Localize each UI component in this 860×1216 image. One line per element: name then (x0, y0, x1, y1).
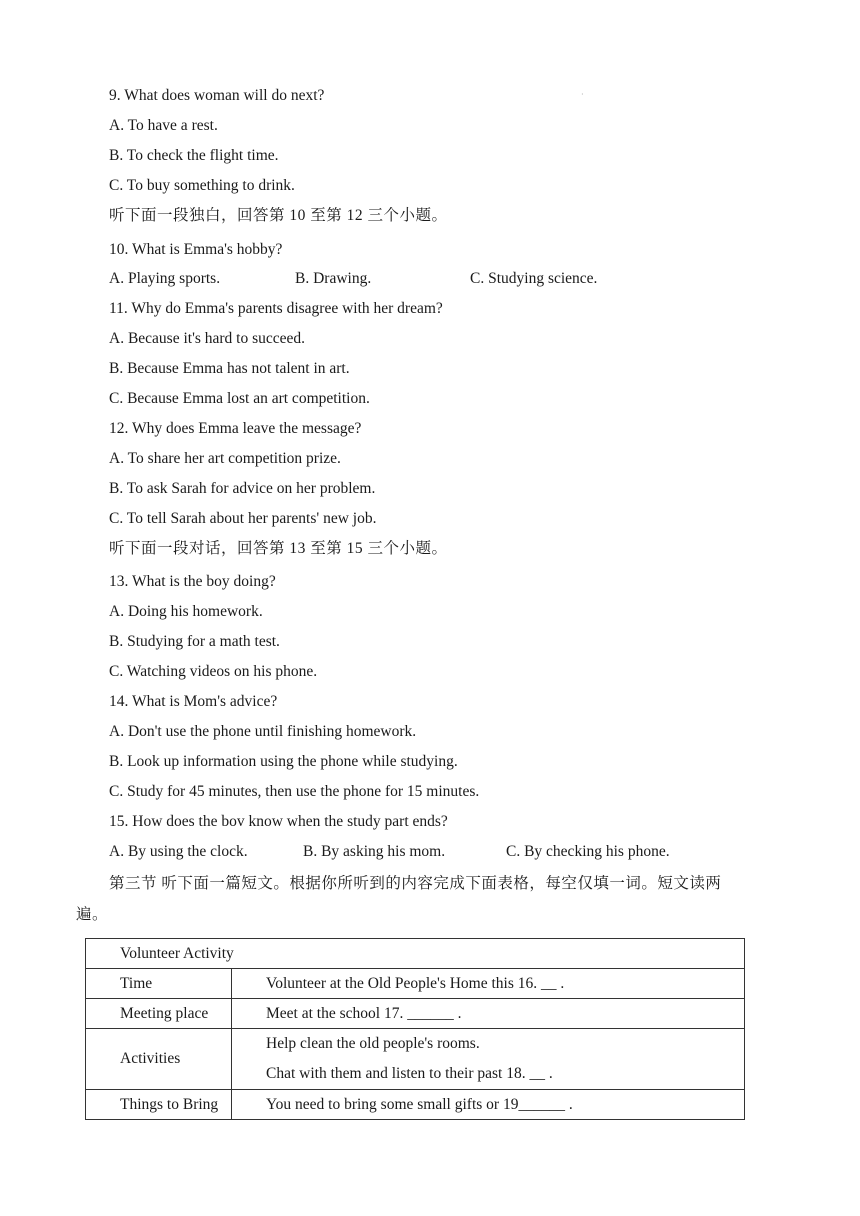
q12-option-c: C. To tell Sarah about her parents' new job. (109, 510, 377, 527)
q13-option-a: A. Doing his homework. (109, 603, 263, 620)
q10-option-b: B. Drawing. (295, 270, 372, 287)
q11-question: 11. Why do Emma's parents disagree with her dream? (109, 300, 443, 317)
q11-option-a: A. Because it's hard to succeed. (109, 330, 306, 347)
q15-option-b: B. By asking his mom. (303, 843, 446, 860)
row-label-meeting-place: Meeting place (86, 999, 232, 1029)
q11-option-c: C. Because Emma lost an art competition. (109, 390, 370, 407)
table-title-row (86, 939, 745, 969)
q14-option-c: C. Study for 45 minutes, then use the phone for 15 minutes. (109, 783, 480, 800)
row-content-activities (232, 1029, 745, 1090)
instruction-13-15: 听下面一段对话，回答第 13 至第 15 三个小题。 (109, 540, 448, 557)
q13-question: 13. What is the boy doing? (109, 573, 276, 590)
activities-line-1: Help clean the old people's rooms. (266, 1035, 480, 1052)
volunteer-table (85, 938, 745, 1120)
row-content-time: Volunteer at the Old People's Home this 16. __ . (232, 969, 745, 999)
q9-option-a: A. To have a rest. (109, 117, 218, 134)
q14-option-a: A. Don't use the phone until finishing homework. (109, 723, 417, 740)
table-row (86, 1029, 745, 1090)
q15-option-c: C. By checking his phone. (506, 843, 670, 860)
q13-option-c: C. Watching videos on his phone. (109, 663, 318, 680)
row-label-activities: Activities (86, 1029, 232, 1090)
q10-option-c: C. Studying science. (470, 270, 598, 287)
activities-line-2: Chat with them and listen to their past 18. __ . (266, 1065, 553, 1082)
q9-option-b: B. To check the flight time. (109, 147, 279, 164)
q13-option-b: B. Studying for a math test. (109, 633, 280, 650)
q15-question: 15. How does the bov know when the study part ends? (109, 813, 448, 830)
table-row (86, 999, 745, 1029)
stray-dot: · (581, 90, 584, 99)
instruction-10-12: 听下面一段独白，回答第 10 至第 12 三个小题。 (109, 207, 448, 224)
q10-question: 10. What is Emma's hobby? (109, 241, 283, 258)
table-row (86, 1090, 745, 1120)
q14-question: 14. What is Mom's advice? (109, 693, 278, 710)
q14-option-b: B. Look up information using the phone while studying. (109, 753, 458, 770)
table-row (86, 969, 745, 999)
q10-option-a: A. Playing sports. (109, 270, 221, 287)
section3-instruction: 第三节 听下面一篇短文。根据你所听到的内容完成下面表格，每空仅填一词。短文读两 (109, 875, 722, 892)
row-label-things-to-bring: Things to Bring (86, 1090, 232, 1120)
q9-question: 9. What does woman will do next? (109, 87, 325, 104)
q15-option-a: A. By using the clock. (109, 843, 248, 860)
q12-option-b: B. To ask Sarah for advice on her problem. (109, 480, 376, 497)
q9-option-c: C. To buy something to drink. (109, 177, 295, 194)
q12-option-a: A. To share her art competition prize. (109, 450, 341, 467)
row-label-time: Time (86, 969, 232, 999)
q11-option-b: B. Because Emma has not talent in art. (109, 360, 350, 377)
section3-instruction-cont: 遍。 (76, 906, 109, 923)
row-content-things-to-bring: You need to bring some small gifts or 19______ . (232, 1090, 745, 1120)
table-title: Volunteer Activity (86, 939, 745, 969)
q12-question: 12. Why does Emma leave the message? (109, 420, 362, 437)
row-content-meeting-place: Meet at the school 17. ______ . (232, 999, 745, 1029)
